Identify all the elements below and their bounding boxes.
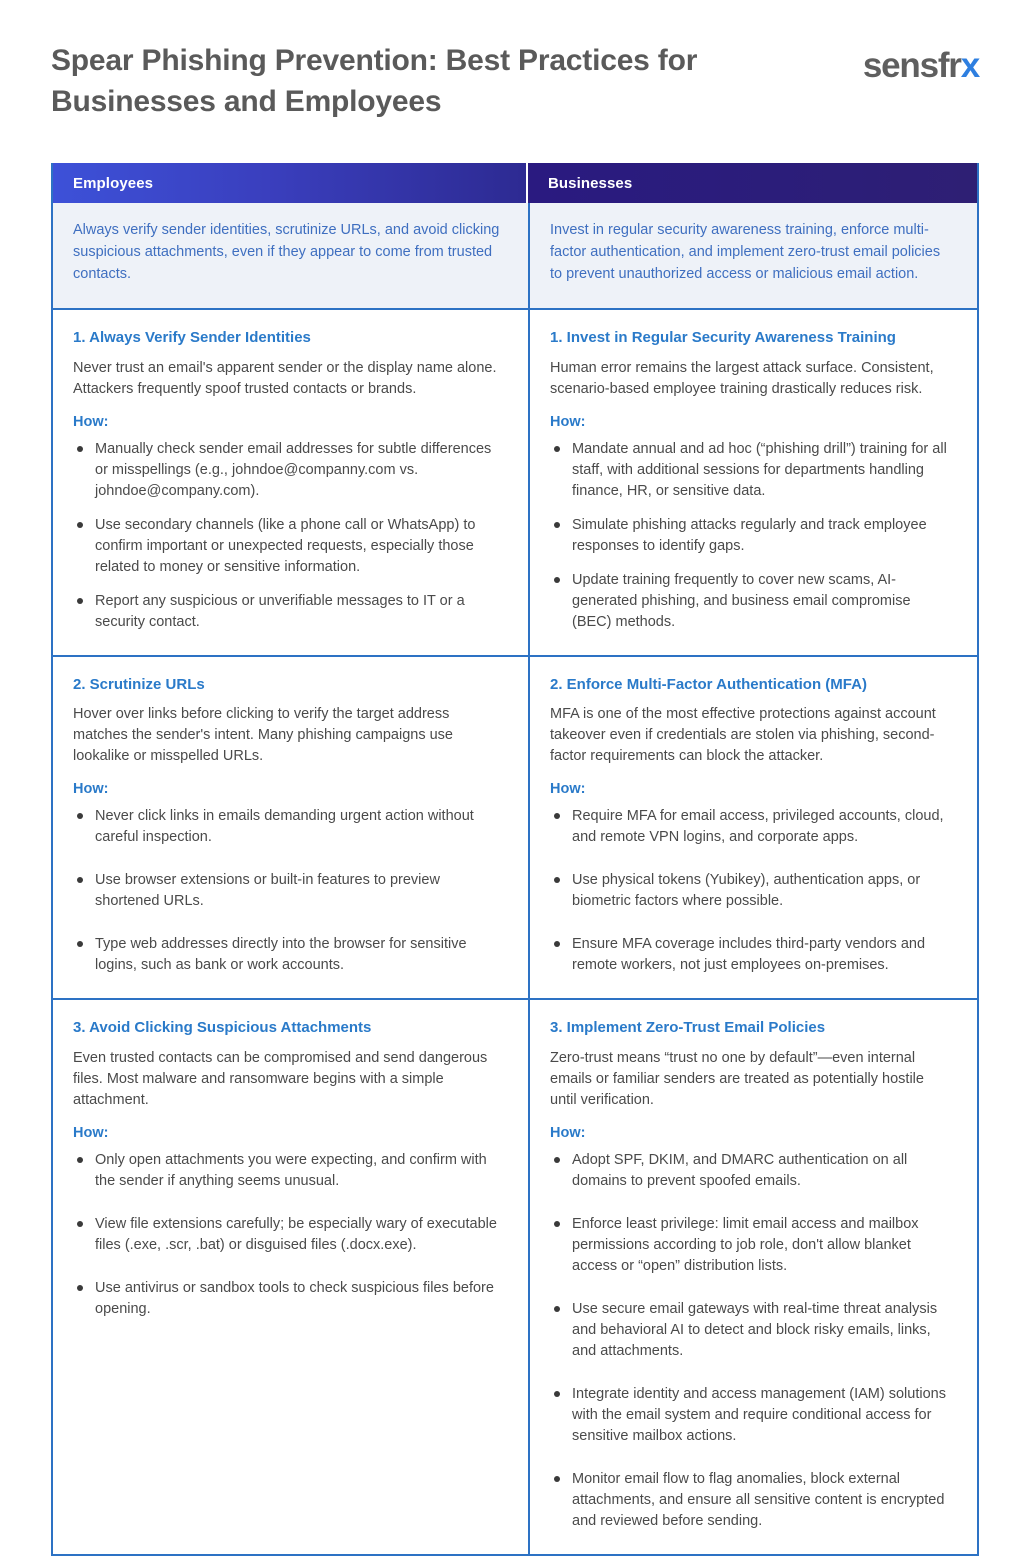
cell-employees-2	[53, 657, 530, 999]
bullet-list	[73, 1150, 504, 1320]
table-row	[53, 655, 977, 999]
list-item: Type web addresses directly into the browser for sensitive logins, such as bank or work accounts.	[73, 934, 504, 976]
list-item: Monitor email flow to flag anomalies, block external attachments, and ensure all sensitive content is encrypted and reviewed before sending.	[550, 1469, 953, 1532]
list-item: Never click links in emails demanding urgent action without careful inspection.	[73, 806, 504, 848]
list-item: Adopt SPF, DKIM, and DMARC authentication on all domains to prevent spoofed emails.	[550, 1150, 953, 1192]
list-item: Integrate identity and access management (IAM) solutions with the email system and require conditional access for sensitive mailbox actions.	[550, 1384, 953, 1447]
how-label: How:	[550, 781, 586, 798]
intro-text-employees: Always verify sender identities, scrutinize URLs, and avoid clicking suspicious attachments, even if they appear to come from trusted contacts.	[73, 222, 500, 283]
list-item: Use antivirus or sandbox tools to check suspicious files before opening.	[73, 1278, 504, 1320]
list-item: Enforce least privilege: limit email access and mailbox permissions according to job role, don't allow blanket access or “open” distribution lists.	[550, 1214, 953, 1277]
list-item: Only open attachments you were expecting, and confirm with the sender if anything seems unusual.	[73, 1150, 504, 1192]
how-label: How:	[550, 1124, 586, 1141]
bullet-list	[550, 439, 953, 633]
how-label: How:	[550, 413, 586, 430]
how-label: How:	[73, 1124, 109, 1141]
table-row	[53, 308, 977, 655]
section-title: 3. Avoid Clicking Suspicious Attachments	[73, 1019, 372, 1037]
section-title: 1. Always Verify Sender Identities	[73, 329, 311, 346]
brand-logo-text: sensfr	[862, 46, 961, 85]
cell-businesses-3	[530, 1000, 977, 1554]
brand-logo-accent: x	[960, 46, 979, 85]
intro-row	[53, 203, 977, 308]
list-item: View file extensions carefully; be especially wary of executable files (.exe, .scr, .bat) or disguised files (.docx.exe).	[73, 1214, 504, 1256]
bullet-list	[73, 439, 504, 633]
intro-text-businesses: Invest in regular security awareness training, enforce multi-factor authentication, and implement zero-trust email policies to prevent unauthorized access or malicious email action.	[550, 222, 941, 283]
column-header-businesses-label: Businesses	[547, 175, 633, 192]
list-item: Require MFA for email access, privileged accounts, cloud, and remote VPN logins, and corporate apps.	[550, 806, 953, 848]
list-item: Manually check sender email addresses for subtle differences or misspellings (e.g., johndoe@companny.com vs. johndoe@company.com).	[73, 439, 504, 502]
list-item: Report any suspicious or unverifiable messages to IT or a security contact.	[73, 591, 504, 633]
table-row	[53, 998, 977, 1554]
section-description: Zero-trust means “trust no one by default”—even internal emails or familiar senders are treated as potentially hostile until verification.	[550, 1049, 924, 1108]
section-description: Human error remains the largest attack surface. Consistent, scenario-based employee training drastically reduces risk.	[550, 359, 934, 397]
how-label: How:	[73, 413, 109, 430]
brand-logo	[863, 48, 979, 83]
section-description: Hover over links before clicking to verify the target address matches the sender's intent. Many phishing campaigns use lookalike or misspelled URLs.	[73, 706, 453, 765]
section-description: Never trust an email's apparent sender or the display name alone. Attackers frequently spoof trusted contacts or brands.	[73, 359, 497, 397]
list-item: Use secondary channels (like a phone call or WhatsApp) to confirm important or unexpected requests, especially those related to money or sensitive information.	[73, 515, 504, 578]
section-title: 1. Invest in Regular Security Awareness Training	[550, 329, 896, 346]
bullet-list	[550, 806, 953, 976]
section-title: 2. Enforce Multi-Factor Authentication (MFA)	[550, 675, 867, 693]
column-header-employees	[53, 163, 528, 203]
page-header	[0, 0, 1029, 123]
list-item: Update training frequently to cover new scams, AI-generated phishing, and business email compromise (BEC) methods.	[550, 570, 953, 633]
page-title: Spear Phishing Prevention: Best Practices for Businesses and Employees	[51, 44, 698, 119]
intro-cell-businesses	[530, 203, 977, 308]
comparison-table	[51, 163, 979, 1556]
list-item: Simulate phishing attacks regularly and track employee responses to identify gaps.	[550, 515, 953, 557]
list-item: Use physical tokens (Yubikey), authentication apps, or biometric factors where possible.	[550, 870, 953, 912]
cell-employees-3	[53, 1000, 530, 1554]
cell-businesses-2	[530, 657, 977, 999]
cell-businesses-1	[530, 310, 977, 655]
cell-employees-1	[53, 310, 530, 655]
bullet-list	[73, 806, 504, 976]
bullet-list	[550, 1150, 953, 1532]
list-item: Use secure email gateways with real-time threat analysis and behavioral AI to detect and block risky emails, links, and attachments.	[550, 1299, 953, 1362]
column-header-businesses	[528, 163, 977, 203]
list-item: Ensure MFA coverage includes third-party vendors and remote workers, not just employees on-premises.	[550, 934, 953, 976]
section-title: 3. Implement Zero-Trust Email Policies	[550, 1019, 826, 1037]
column-header-employees-label: Employees	[73, 175, 154, 192]
list-item: Mandate annual and ad hoc (“phishing drill”) training for all staff, with additional sessions for departments handling finance, HR, or sensitive data.	[550, 439, 953, 502]
table-header-row	[53, 163, 977, 203]
list-item: Use browser extensions or built-in features to preview shortened URLs.	[73, 870, 504, 912]
intro-cell-employees	[53, 203, 530, 308]
section-description: MFA is one of the most effective protections against account takeover even if credentials are stolen via phishing, second-factor requirements can block the attacker.	[550, 706, 936, 765]
how-label: How:	[73, 781, 109, 798]
section-description: Even trusted contacts can be compromised and send dangerous files. Most malware and ransomware begins with a simple attachment.	[73, 1049, 488, 1108]
section-title: 2. Scrutinize URLs	[73, 675, 205, 693]
